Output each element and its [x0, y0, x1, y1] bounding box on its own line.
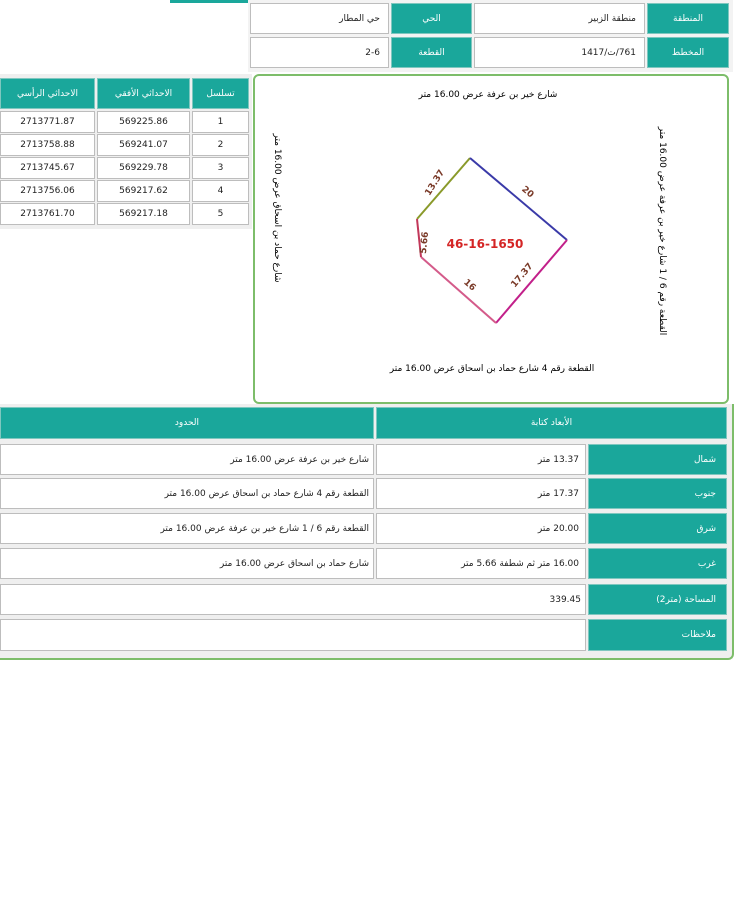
plan-label: المخطط	[647, 37, 729, 68]
edge-label-west: 16	[461, 277, 478, 294]
dim-east-value: 20.00 متر	[376, 513, 586, 544]
dim-north-value: 13.37 متر	[376, 444, 586, 475]
coords-row-2-seq: 2	[192, 134, 249, 156]
edge-label-south: 17.37	[509, 261, 536, 290]
coords-row-4-seq: 4	[192, 180, 249, 202]
district-label: الحي	[391, 3, 472, 34]
bottom-street-label: القطعة رقم 4 شارع حماد بن اسحاق عرض 16.00 متر	[389, 364, 595, 374]
coords-row-5-y: 2713761.70	[0, 203, 95, 225]
coords-row-5-seq: 5	[192, 203, 249, 225]
coords-row-5-x: 569217.18	[97, 203, 190, 225]
coords-header-x: الاحداثي الأفقي	[97, 78, 190, 109]
coords-row-2-x: 569241.07	[97, 134, 190, 156]
dim-south-value: 17.37 متر	[376, 478, 586, 509]
top-street-label: شارع خير بن عرفة عرض 16.00 متر	[418, 90, 558, 100]
coords-row-1-seq: 1	[192, 111, 249, 133]
coords-row-1-y: 2713771.87	[0, 111, 95, 133]
dims-header: الأبعاد كتابة	[376, 407, 727, 439]
plot-label: القطعة	[391, 37, 472, 68]
bound-south-value: القطعة رقم 4 شارع حماد بن اسحاق عرض 16.00 متر	[0, 478, 374, 509]
dir-east-label: شرق	[588, 513, 727, 544]
edge-west	[421, 257, 496, 323]
coords-row-2-y: 2713758.88	[0, 134, 95, 156]
dir-north-label: شمال	[588, 444, 727, 475]
bounds-header: الحدود	[0, 407, 374, 439]
coords-row-3-seq: 3	[192, 157, 249, 179]
bound-east-value: القطعة رقم 6 / 1 شارع خير بن عرفة عرض 16.00 متر	[0, 513, 374, 544]
plot-value: 2-6	[250, 37, 389, 68]
plot-sketch-panel	[253, 74, 729, 404]
bound-north-value: شارع خير بن عرفة عرض 16.00 متر	[0, 444, 374, 475]
notes-value	[0, 619, 586, 651]
right-street-label: القطعة رقم 6 / 1 شارع خير بن عرفة عرض 16.00 متر	[657, 126, 667, 336]
region-label: المنطقة	[647, 3, 729, 34]
coords-row-3-x: 569229.78	[97, 157, 190, 179]
coords-row-4-x: 569217.62	[97, 180, 190, 202]
edge-label-east: 20	[519, 184, 536, 201]
edge-label-north: 13.37	[423, 168, 448, 198]
coords-header-seq: تسلسل	[192, 78, 249, 109]
coords-header-y: الاحداثي الرأسي	[0, 78, 95, 109]
area-value: 339.45	[0, 584, 586, 615]
dir-south-label: جنوب	[588, 478, 727, 509]
edge-east	[470, 158, 567, 240]
plan-value: 761/ت/1417	[474, 37, 645, 68]
area-label: المساحة (متر2)	[588, 584, 727, 615]
coords-row-1-x: 569225.86	[97, 111, 190, 133]
region-value: منطقة الزبير	[474, 3, 645, 34]
plot-sketch	[255, 76, 727, 402]
coords-row-4-y: 2713756.06	[0, 180, 95, 202]
coords-row-3-y: 2713745.67	[0, 157, 95, 179]
dir-west-label: غرب	[588, 548, 727, 579]
plot-code: 46-16-1650	[446, 237, 524, 251]
top-strip	[170, 0, 250, 3]
notes-label: ملاحظات	[588, 619, 727, 651]
bound-west-value: شارع حماد بن اسحاق عرض 16.00 متر	[0, 548, 374, 579]
left-street-label: شارع حماد بن اسحاق عرض 16.00 متر	[272, 133, 282, 283]
edge-south	[496, 240, 567, 323]
coords-table	[0, 74, 252, 229]
dim-west-value: 16.00 متر ثم شطفة 5.66 متر	[376, 548, 586, 579]
district-value: حي المطار	[250, 3, 389, 34]
edge-label-chamfer: 5.66	[418, 231, 432, 255]
